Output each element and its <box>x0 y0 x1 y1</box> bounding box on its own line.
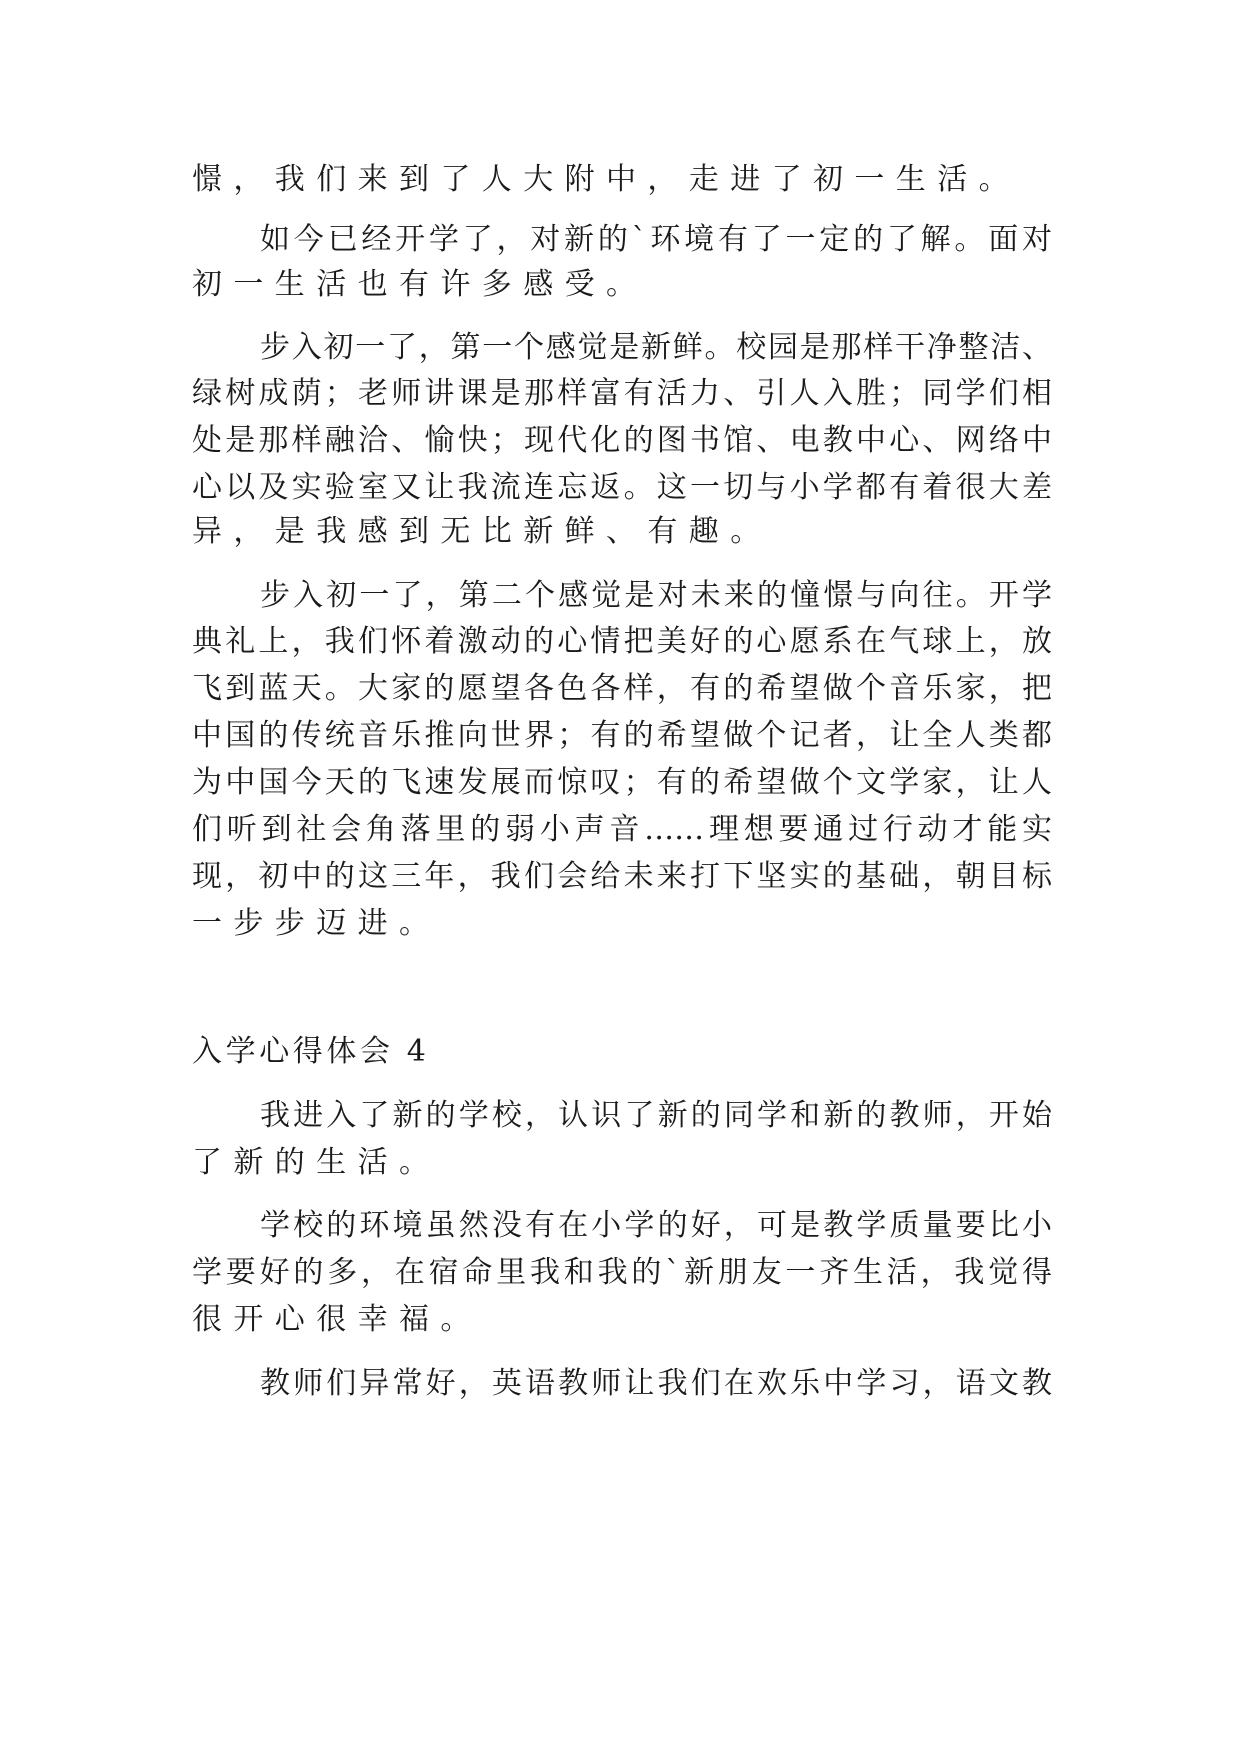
text-line: 心以及实验室又让我流连忘返。这一切与小学都有着很大差 <box>192 470 1052 505</box>
text-line: 中国的传统音乐推向世界；有的希望做个记者，让全人类都 <box>192 718 1052 753</box>
text-line: 飞到蓝天。大家的愿望各色各样，有的希望做个音乐家，把 <box>192 671 1052 706</box>
text-line: 了新的生活。 <box>192 1145 441 1180</box>
text-line: 初一生活也有许多感受。 <box>192 267 648 302</box>
text-line: 异，是我感到无比新鲜、有趣。 <box>192 514 772 549</box>
text-line: 如今已经开学了，对新的`环境有了一定的了解。面对 <box>260 222 1052 257</box>
text-line: 步入初一了，第一个感觉是新鲜。校园是那样干净整洁、 <box>260 330 1052 365</box>
text-line: 绿树成荫；老师讲课是那样富有活力、引人入胜；同学们相 <box>192 376 1052 411</box>
text-line: 憬，我们来到了人大附中，走进了初一生活。 <box>192 162 1020 197</box>
text-line: 学校的环境虽然没有在小学的好，可是教学质量要比小 <box>260 1208 1052 1243</box>
text-line: 典礼上，我们怀着激动的心情把美好的心愿系在气球上，放 <box>192 624 1052 659</box>
text-line: 们听到社会角落里的弱小声音……理想要通过行动才能实 <box>192 812 1052 847</box>
text-line: 一步步迈进。 <box>192 906 441 941</box>
text-line: 学要好的多，在宿命里我和我的`新朋友一齐生活，我觉得 <box>192 1255 1052 1290</box>
text-line: 步入初一了，第二个感觉是对未来的憧憬与向往。开学 <box>260 578 1052 613</box>
section-heading: 入学心得体会 4 <box>192 1034 430 1069</box>
text-line: 为中国今天的飞速发展而惊叹；有的希望做个文学家，让人 <box>192 765 1052 800</box>
text-line: 处是那样融洽、愉快；现代化的图书馆、电教中心、网络中 <box>192 423 1052 458</box>
text-line: 现，初中的这三年，我们会给未来打下坚实的基础，朝目标 <box>192 859 1052 894</box>
text-line: 教师们异常好，英语教师让我们在欢乐中学习，语文教 <box>260 1366 1052 1401</box>
text-line: 很开心很幸福。 <box>192 1302 482 1337</box>
text-line: 我进入了新的学校，认识了新的同学和新的教师，开始 <box>260 1098 1052 1133</box>
